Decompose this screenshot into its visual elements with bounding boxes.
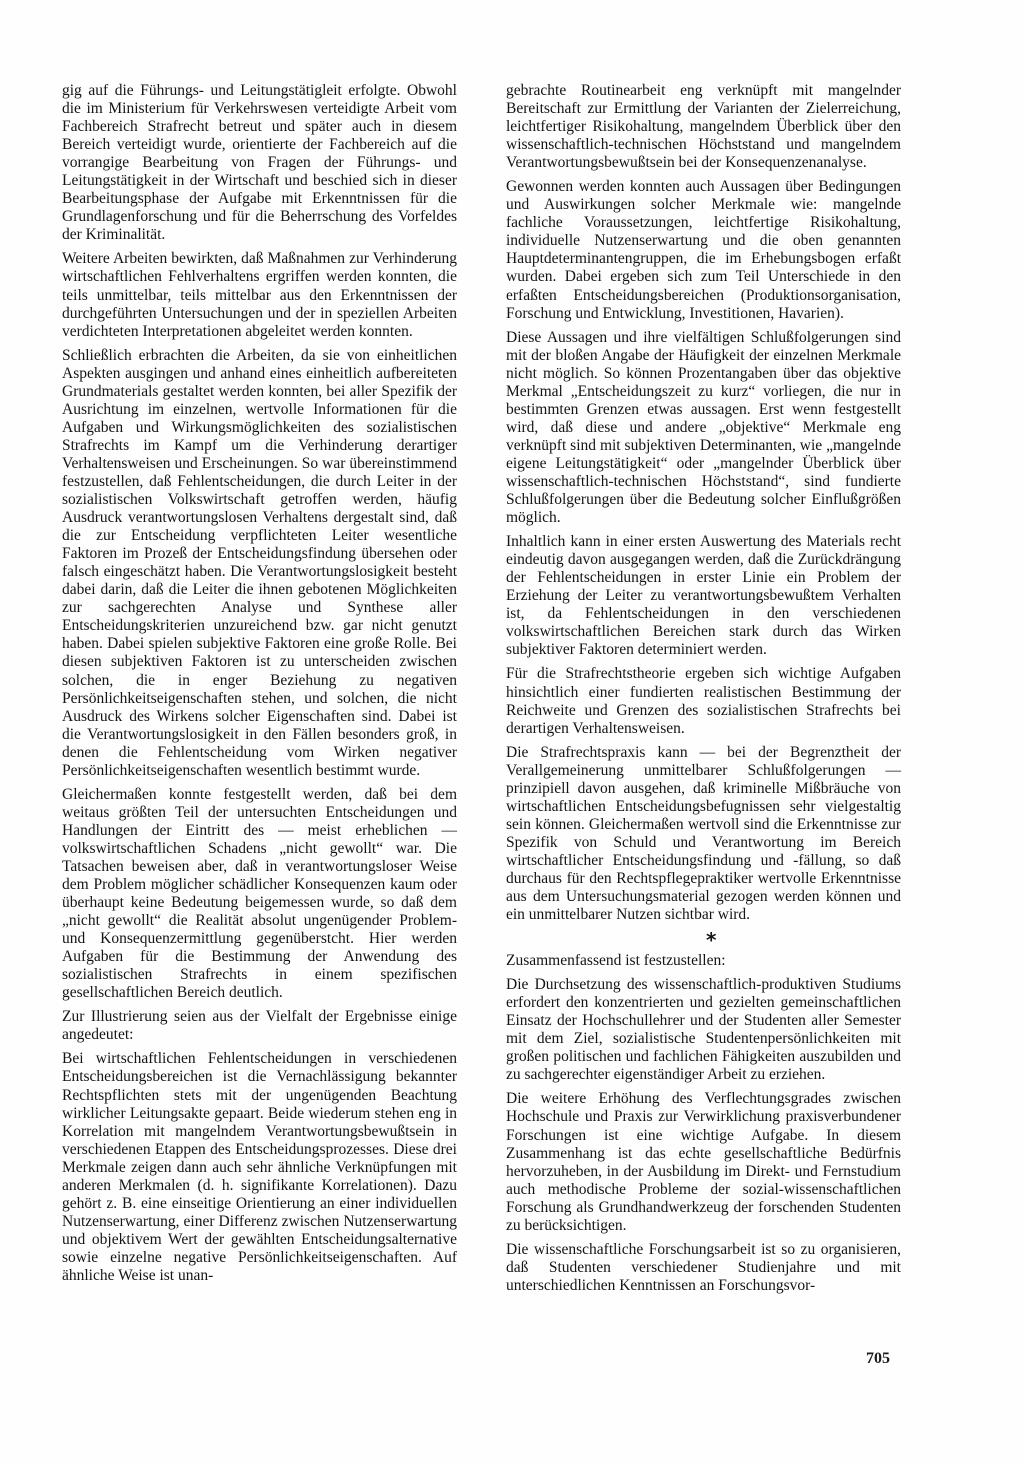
paragraph: Für die Strafrechtstheorie ergeben sich wichtige Aufgaben hinsichtlich einer fundierten realistischen Bestimmung der Reichweite und Grenzen des sozialistischen Strafrechts bei derartigen Verhaltensweisen. <box>506 665 901 737</box>
paragraph: Gleichermaßen konnte festgestellt werden, daß bei dem weitaus größten Teil der untersuchten Entscheidungen und Handlungen der Eintritt des — meist erheblichen — volkswirtschaftlichen Schadens „nicht gewollt“ war. Die Tatsachen beweisen aber, daß in verantwortungsloser Weise dem Problem möglicher schädlicher Konsequenzen kaum oder überhaupt keine Bedeutung beigemessen wurde, so daß dem „nicht gewollt“ die Realität absolut ungenügender Problem- und Konsequenzermittlung gegenüberstcht. Hier werden Aufgaben für die Bestimmung der Anwendung des sozialistischen Strafrechts in einem spezifischen gesellschaftlichen Bereich deutlich. <box>62 785 457 1002</box>
paragraph: Inhaltlich kann in einer ersten Auswertung des Materials recht eindeutig davon ausgegangen werden, daß die Zurückdrängung der Fehlentscheidungen in erster Linie ein Problem der Erziehung der Leiter zu verantwortungsbewußtem Verhalten ist, da Fehlentscheidungen in den verschiedenen volkswirtschaftlichen Bereichen stark durch das Wirken subjektiver Faktoren determiniert werden. <box>506 533 901 659</box>
paragraph: Die Strafrechtspraxis kann — bei der Begrenztheit der Verallgemeinerung unmittelbarer Schlußfolgerungen — prinzipiell davon ausgehen, daß kriminelle Mißbräuche von wirtschaftlichen Entscheidungsbefugnissen sehr vielgestaltig sein können. Gleichermaßen wertvoll sind die Erkenntnisse zur Spezifik von Schuld und Verantwortung im Bereich wirtschaftlicher Entscheidungsfindung und -fällung, so daß durchaus für den Rechtspflegepraktiker wertvolle Erkenntnisse aus dem Untersuchungsmaterial gezogen werden können und ein unmittelbarer Nutzen sichtbar wird. <box>506 743 901 924</box>
paragraph: Die wissenschaftliche Forschungsarbeit ist so zu organisieren, daß Studenten verschiedener Studienjahre und mit unterschiedlichen Kenntnissen an Forschungsvor- <box>506 1240 901 1294</box>
paragraph: Gewonnen werden konnten auch Aussagen über Bedingungen und Auswirkungen solcher Merkmale wie: mangelnde fachliche Voraussetzungen, leichtfertige Risikohaltung, individuelle Nutzenserwartung und die oben genannten Hauptdeterminantengruppen, die im Erhebungsbogen erfaßt wurden. Dabei ergeben sich zum Teil Unterschiede in den erfaßten Entscheidungsbereichen (Produktionsorganisation, Forschung und Entwicklung, Investitionen, Havarien). <box>506 178 901 322</box>
section-separator-asterisk: * <box>706 928 717 953</box>
paragraph: Bei wirtschaftlichen Fehlentscheidungen in verschiedenen Entscheidungsbereichen ist die Vernachlässigung bekannter Rechtspflichten stets mit der ungenügenden Beachtung wirklicher Leitungsakte gepaart. Beide wiederum stehen eng in Korrelation mit mangelndem Verantwortungsbewußtsein in verschiedenen Etappen des Entscheidungsprozesses. Diese drei Merkmale zeigen dann auch sehr ähnliche Verknüpfungen mit anderen Merkmalen (d. h. signifikante Korrelationen). Dazu gehört z. B. eine einseitige Orientierung an einer individuellen Nutzenserwartung, einer Differenz zwischen Nutzenserwartung und objektivem Wert der gewählten Entscheidungsalternative sowie einzelne negative Persönlichkeitseigenschaften. Auf ähnliche Weise ist unan- <box>62 1050 457 1284</box>
paragraph: Die weitere Erhöhung des Verflechtungsgrades zwischen Hochschule und Praxis zur Verwirklichung praxisverbundener Forschungen ist eine wichtige Aufgabe. In diesem Zusammenhang ist das echte gesellschaftliche Bedürfnis hervorzuheben, in der Ausbildung im Direkt- und Fernstudium auch methodische Probleme der sozial-wissenschaftlichen Forschung als Grundhandwerkzeug der forschenden Studenten zu berücksichtigen. <box>506 1090 901 1234</box>
page-number: 705 <box>866 1350 890 1367</box>
summary-heading: Zusammenfassend ist festzustellen: <box>506 952 726 970</box>
right-column <box>506 82 901 1301</box>
paragraph: Die Durchsetzung des wissenschaftlich-produktiven Studiums erfordert den konzentrierten und gezielten gemeinschaftlichen Einsatz der Hochschullehrer und der Studenten aller Semester mit dem Ziel, sozialistische Studentenpersönlichkeiten mit großen politischen und fachlichen Fähigkeiten auszubilden und zu sachgerechter eigenständiger Arbeit zu erziehen. <box>506 976 901 1084</box>
left-column <box>62 82 457 1291</box>
paragraph: Zur Illustrierung seien aus der Vielfalt der Ergebnisse einige angedeutet: <box>62 1008 457 1044</box>
paragraph: Schließlich erbrachten die Arbeiten, da sie von einheitlichen Aspekten ausgingen und anhand eines einheitlich aufbereiteten Grundmaterials gestaltet werden konnten, bei aller Spezifik der Ausrichtung im einzelnen, wertvolle Informationen für die Aufgaben und Wirkungsmöglichkeiten des sozialistischen Strafrechts im Kampf um die Verhinderung derartiger Verhaltensweisen und Erscheinungen. So war übereinstimmend festzustellen, daß Fehlentscheidungen, die durch Leiter in der sozialistischen Volkswirtschaft getroffen werden, häufig Ausdruck verantwortungslosen Verhaltens dergestalt sind, daß die zur Entscheidung verpflichteten Leiter wesentliche Faktoren im Prozeß der Entscheidungsfindung übersehen oder falsch eingeschätzt haben. Die Verantwortungslosigkeit besteht dabei darin, daß die Leiter die ihnen gebotenen Möglichkeiten zur sachgerechten Analyse und Synthese aller Entscheidungskriterien unzureichend bzw. gar nicht genutzt haben. Dabei spielen subjektive Faktoren eine große Rolle. Bei diesen subjektiven Faktoren ist zu unterscheiden zwischen solchen, die in enger Beziehung zu negativen Persönlichkeitseigenschaften stehen, und solchen, die nicht Ausdruck des Wirkens solcher Eigenschaften sind. Dabei ist die Verantwortungslosigkeit in den Fällen besonders groß, in denen die Fehlentscheidung vom Wirken negativer Persönlichkeitseigenschaften wesentlich bestimmt wurde. <box>62 346 457 779</box>
paragraph: Weitere Arbeiten bewirkten, daß Maßnahmen zur Verhinderung wirtschaftlichen Fehlverhaltens ergriffen werden konnten, die teils unmittelbar, teils mittelbar aus den Erkenntnissen der durchgeführten Untersuchungen und der in speziellen Arbeiten verdichteten Interpretationen abgeleitet werden konnten. <box>62 250 457 340</box>
paragraph: gig auf die Führungs- und Leitungstätigleit erfolgte. Obwohl die im Ministerium für Verkehrswesen verteidigte Arbeit vom Fachbereich Strafrecht betreut und später auch in diesem Bereich verteidigt wurde, orientierte der Fachbereich auf die vorrangige Bearbeitung von Fragen der Führungs- und Leitungstätigkeit in der Wirtschaft und beschied sich in dieser Bearbeitungsphase der Aufgabe mit Erkenntnissen für die Grundlagenforschung und für die Beherrschung des Vorfeldes der Kriminalität. <box>62 82 457 244</box>
paragraph: Diese Aussagen und ihre vielfältigen Schlußfolgerungen sind mit der bloßen Angabe der Häufigkeit der einzelnen Merkmale nicht möglich. So können Prozentangaben über das objektive Merkmal „Entscheidungszeit zu kurz“ vorliegen, die nur in bestimmten Grenzen etwas aussagen. Erst wenn festgestellt wird, daß diese und andere „objektive“ Merkmale eng verknüpft sind mit subjektiven Determinanten, wie „mangelnde eigene Leitungstätigkeit“ oder „mangelnder Überblick über wissenschaftlich-technischen Höchststand“, sind fundierte Schlußfolgerungen über die Bedeutung solcher Einflußgrößen möglich. <box>506 328 901 527</box>
paragraph: gebrachte Routinearbeit eng verknüpft mit mangelnder Bereitschaft zur Ermittlung der Varianten der Zielerreichung, leichtfertiger Risikohaltung, mangelndem Überblick über den wissenschaftlich-technischen Höchststand und mangelndem Verantwortungsbewußtsein bei der Konsequenzenanalyse. <box>506 82 901 172</box>
